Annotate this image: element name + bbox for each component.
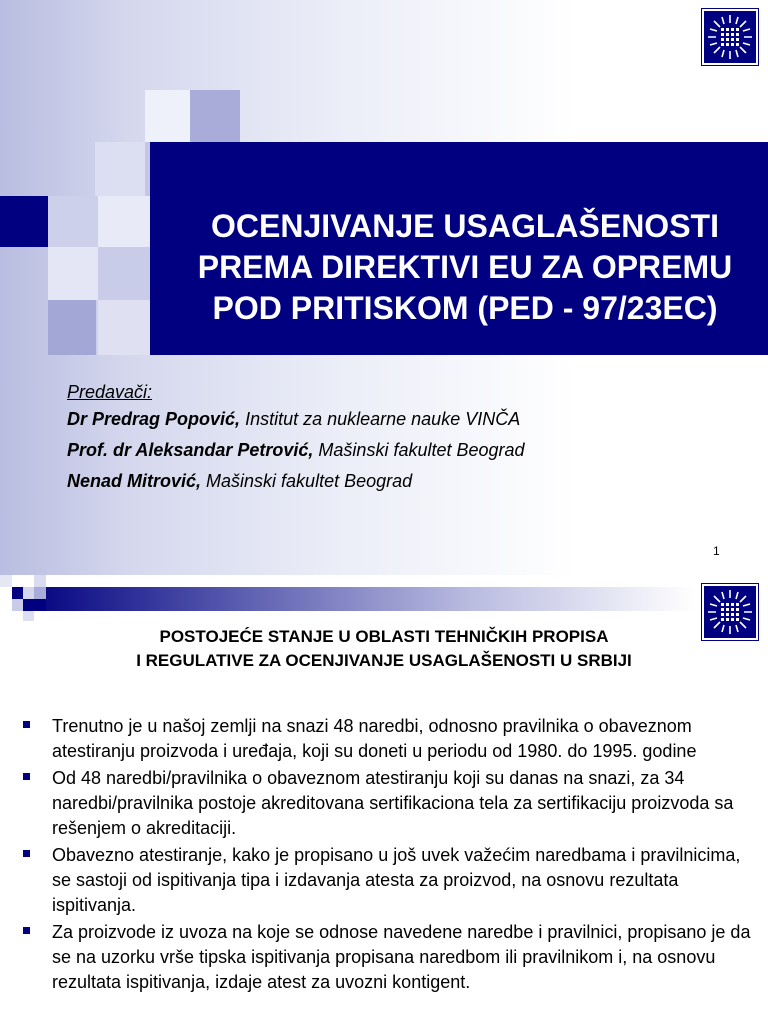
speaker-name: Dr Predrag Popović, bbox=[67, 409, 241, 429]
bullet-text: Za proizvode iz uvoza na koje se odnose navedene naredbe i pravilnici, propisano je da se na uzorku vrše tipska ispitivanja propisana naredbom ili pravilnikom i, na osnovu rezultata ispitivanja, izdaje atest za uvozni kontigent. bbox=[52, 922, 751, 992]
title-line: PREMA DIREKTIVI EU ZA OPREMU bbox=[197, 249, 733, 285]
speaker-affiliation: Mašinski fakultet Beograd bbox=[201, 471, 413, 491]
list-item bbox=[22, 843, 762, 918]
bullet-list bbox=[22, 714, 762, 997]
heading-line: I REGULATIVE ZA OCENJIVANJE USAGLAŠENOSTI U SRBIJI bbox=[136, 651, 632, 670]
bullet-square-icon bbox=[23, 927, 30, 934]
title-band-left bbox=[0, 196, 48, 247]
deco-square bbox=[12, 599, 23, 611]
deco-square bbox=[98, 196, 150, 247]
speaker-name: Nenad Mitrović, bbox=[67, 471, 202, 491]
institute-logo-icon bbox=[702, 9, 758, 65]
sunburst-icon bbox=[704, 11, 756, 63]
deco-square bbox=[48, 247, 98, 300]
deco-square bbox=[34, 599, 46, 611]
title-line: OCENJIVANJE USAGLAŠENOSTI bbox=[211, 208, 719, 244]
bullet-text: Obavezno atestiranje, kako je propisano u još uvek važećim naredbama i pravilnicima, se sastoji od ispitivanja tipa i izdavanja atesta za proizvod, na osnovu rezultata ispitivanja. bbox=[52, 845, 741, 915]
deco-square bbox=[98, 247, 150, 300]
heading-line: POSTOJEĆE STANJE U OBLASTI TEHNIČKIH PROPISA bbox=[159, 627, 609, 646]
deco-square bbox=[95, 142, 145, 196]
deco-square bbox=[190, 90, 240, 142]
slide-title-text bbox=[165, 206, 765, 329]
bullet-square-icon bbox=[23, 850, 30, 857]
deco-square bbox=[145, 90, 190, 142]
deco-square bbox=[23, 599, 34, 611]
page-number: 1 bbox=[713, 544, 720, 558]
speakers-label: Predavači: bbox=[67, 382, 153, 402]
slide-content bbox=[0, 575, 768, 1024]
list-item bbox=[22, 714, 762, 764]
title-line: POD PRITISKOM (PED - 97/23EC) bbox=[212, 290, 718, 326]
deco-square bbox=[12, 587, 23, 599]
gradient-bar bbox=[46, 587, 696, 611]
list-item bbox=[22, 766, 762, 841]
deco-square bbox=[23, 611, 34, 621]
deco-square bbox=[23, 587, 34, 599]
deco-square bbox=[48, 300, 96, 355]
speaker-row bbox=[67, 466, 525, 497]
speaker-name: Prof. dr Aleksandar Petrović, bbox=[67, 440, 314, 460]
speakers-block bbox=[67, 380, 525, 497]
deco-square bbox=[34, 587, 46, 599]
deco-square bbox=[34, 575, 46, 587]
bullet-text: Od 48 naredbi/pravilnika o obaveznom atestiranju koji su danas na snazi, za 34 naredbi/pravilnika postoje akreditovana sertifikaciona tela za sertifikaciju proizvoda sa rešenjem o akreditaciji. bbox=[52, 768, 734, 838]
deco-square bbox=[48, 196, 98, 247]
speaker-row bbox=[67, 404, 525, 435]
speaker-affiliation: Institut za nuklearne nauke VINČA bbox=[240, 409, 521, 429]
bullet-square-icon bbox=[23, 721, 30, 728]
bullet-text: Trenutno je u našoj zemlji na snazi 48 naredbi, odnosno pravilnika o obaveznom atestiranju proizvoda i uređaja, koji su doneti u periodu od 1980. do 1995. godine bbox=[52, 716, 697, 761]
bullet-square-icon bbox=[23, 773, 30, 780]
speaker-affiliation: Mašinski fakultet Beograd bbox=[313, 440, 525, 460]
deco-square bbox=[98, 300, 150, 355]
list-item bbox=[22, 920, 762, 995]
speaker-row bbox=[67, 435, 525, 466]
deco-square bbox=[0, 575, 12, 587]
slide-heading bbox=[0, 625, 768, 673]
